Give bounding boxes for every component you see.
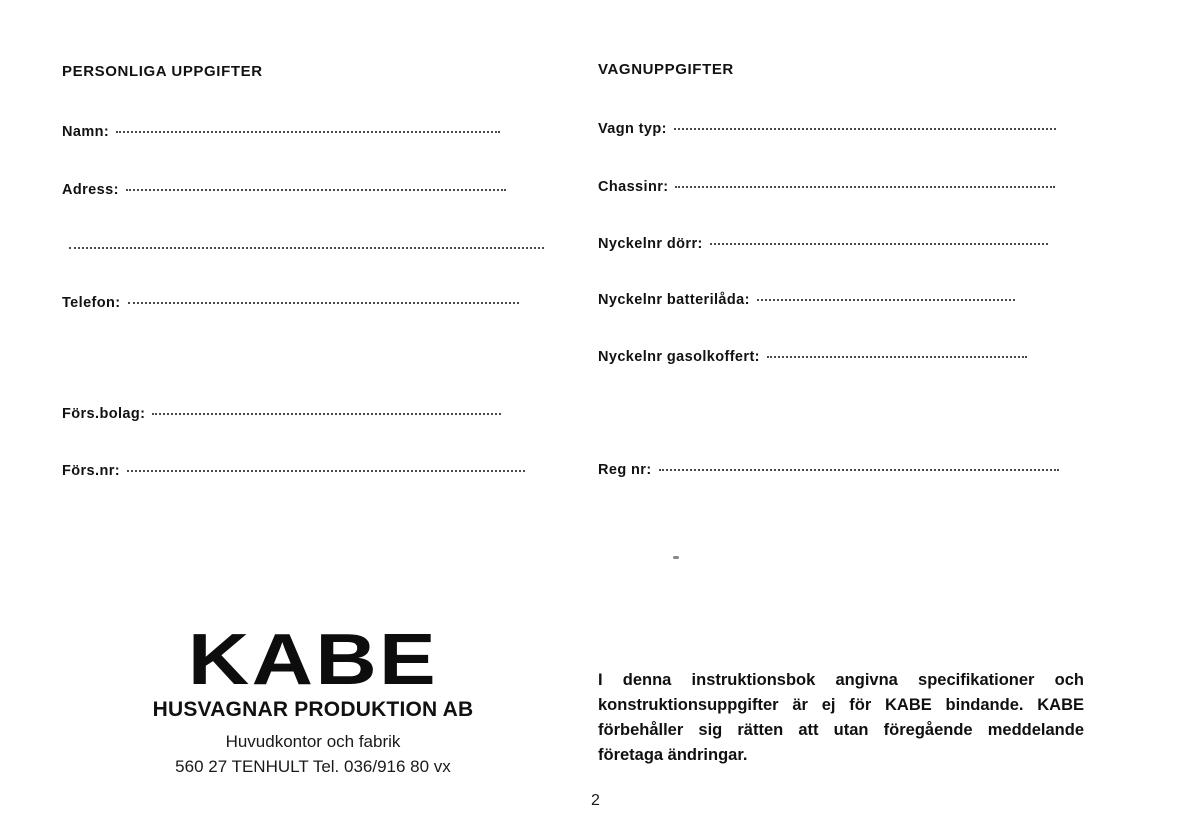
- field-input-namn[interactable]: [116, 117, 500, 133]
- field-input-nyckelnr-gasolkoffert[interactable]: [767, 342, 1027, 358]
- logo-office-line: Huvudkontor och fabrik: [225, 732, 401, 751]
- field-row-adress-continued: [62, 236, 544, 252]
- field-input-nyckelnr-dorr[interactable]: [710, 229, 1048, 245]
- field-input-adress[interactable]: [126, 175, 506, 191]
- field-row-chassinr: [598, 175, 1055, 195]
- field-row-forsakringsbolag: [62, 402, 501, 422]
- logo-address-line: 560 27 TENHULT Tel. 036/916 80 vx: [175, 757, 451, 776]
- field-input-forsakringsbolag[interactable]: [152, 399, 501, 415]
- field-row-adress: [62, 178, 506, 198]
- field-label-reg-nr: Reg nr:: [598, 462, 652, 478]
- disclaimer-text: I denna instruktionsbok angivna specifikationer och konstruktionsuppgifter är ej för KABE bindande. KABE förbehåller sig rätten att utan föregående meddelande företaga ändringar.: [598, 671, 1084, 764]
- field-label-vagn-typ: Vagn typ:: [598, 121, 667, 137]
- field-label-telefon: Telefon:: [62, 295, 121, 311]
- field-label-chassinr: Chassinr:: [598, 179, 669, 195]
- field-row-namn: [62, 120, 500, 140]
- kabe-wordmark: KABE: [187, 620, 439, 700]
- section-title-vehicle: VAGNUPPGIFTER: [598, 61, 734, 78]
- field-input-vagn-typ[interactable]: [674, 114, 1056, 130]
- field-row-vagn-typ: [598, 117, 1056, 137]
- field-row-forsakringsnummer: [62, 459, 525, 479]
- field-label-adress: Adress:: [62, 182, 119, 198]
- field-input-forsakringsnummer[interactable]: [127, 456, 525, 472]
- field-row-telefon: [62, 291, 519, 311]
- field-label-nyckelnr-batterilada: Nyckelnr batterilåda:: [598, 292, 750, 308]
- field-input-telefon[interactable]: [128, 288, 519, 304]
- logo-company-line: HUSVAGNAR PRODUKTION AB: [152, 698, 474, 721]
- field-label-forsakringsbolag: Förs.bolag:: [62, 406, 146, 422]
- field-input-adress-continued[interactable]: [69, 233, 544, 249]
- field-input-chassinr[interactable]: [675, 172, 1055, 188]
- field-label-namn: Namn:: [62, 124, 110, 140]
- field-row-nyckelnr-dorr: [598, 232, 1048, 252]
- section-title-personal: PERSONLIGA UPPGIFTER: [62, 63, 263, 80]
- kabe-logo-block: [148, 620, 478, 777]
- field-label-nyckelnr-dorr: Nyckelnr dörr:: [598, 236, 703, 252]
- field-row-nyckelnr-gasolkoffert: [598, 345, 1027, 365]
- field-input-reg-nr[interactable]: [659, 455, 1059, 471]
- field-label-nyckelnr-gasolkoffert: Nyckelnr gasolkoffert:: [598, 349, 760, 365]
- print-speck: [673, 556, 679, 559]
- field-row-nyckelnr-batterilada: [598, 288, 1015, 308]
- page-number: 2: [591, 792, 600, 809]
- field-row-reg-nr: [598, 458, 1059, 478]
- field-label-forsakringsnummer: Förs.nr:: [62, 463, 120, 479]
- field-input-nyckelnr-batterilada[interactable]: [757, 285, 1015, 301]
